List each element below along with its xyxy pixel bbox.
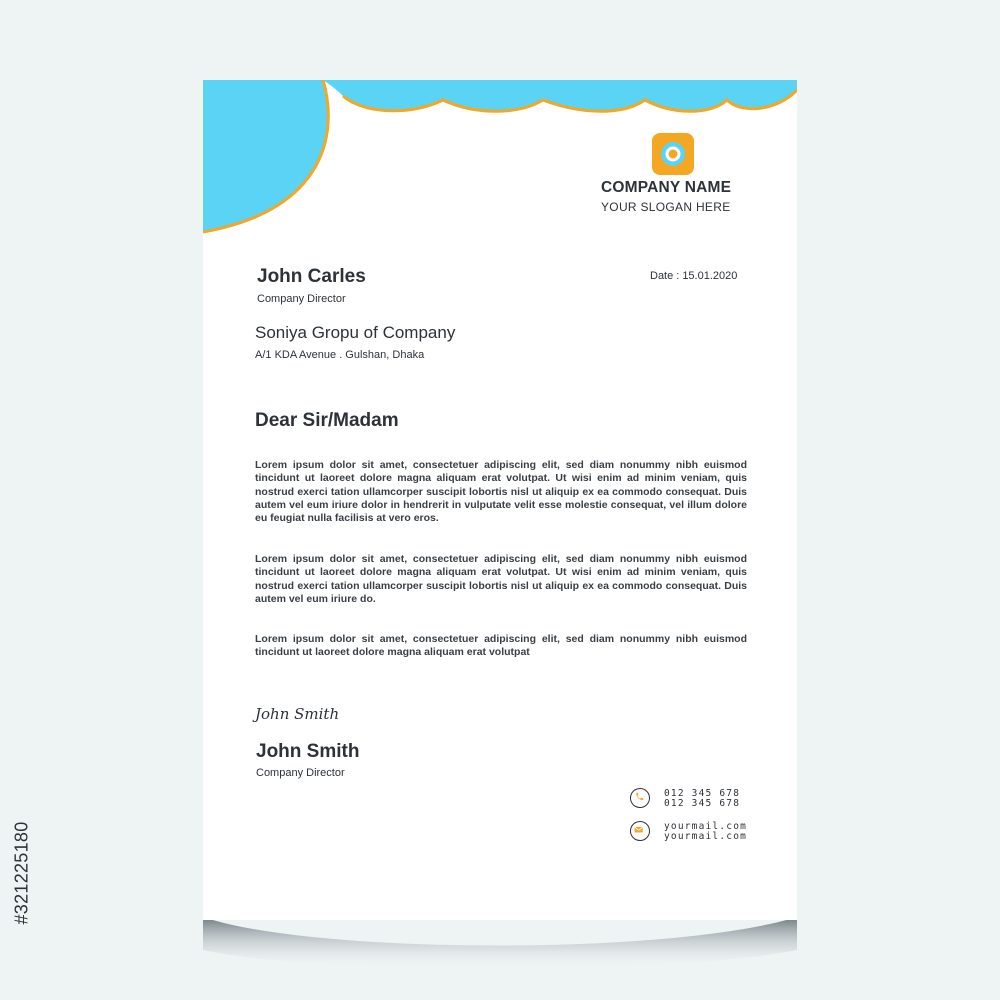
- body-paragraph-2: Lorem ipsum dolor sit amet, consectetuer adipiscing elit, sed diam nonummy nibh euismod tincidunt ut laoreet dolore magna aliquam erat volutpat. Ut wisi enim ad minim veniam, quis nostrud exerci tation ullamcorper suscipit lobortis nisl ut aliquip ex ea commodo consequat. Duis autem vel eum iriure do.: [255, 553, 747, 605]
- recipient-address: A/1 KDA Avenue . Gulshan, Dhaka: [255, 349, 425, 361]
- letterhead-sheet: [203, 80, 797, 920]
- mail-icon: [630, 821, 650, 841]
- date-separator: :: [676, 270, 680, 282]
- recipient-organization: Soniya Gropu of Company: [255, 323, 456, 342]
- phone-number-1: 012 345 678: [664, 788, 741, 799]
- stock-id-text: #321225180: [11, 821, 32, 925]
- phone-icon: [630, 788, 650, 808]
- email-2: yourmail.com: [664, 831, 748, 842]
- salutation: Dear Sir/Madam: [255, 410, 399, 431]
- recipient-title: Company Director: [257, 293, 346, 305]
- square-ring-logo-icon: [651, 132, 695, 176]
- body-paragraph-1: Lorem ipsum dolor sit amet, consectetuer adipiscing elit, sed diam nonummy nibh euismod tincidunt ut laoreet dolore magna aliquam erat volutpat. Ut wisi enim ad minim veniam, quis nostrud exerci tation ullamcorper suscipit lobortis nisl ut aliquip ex ea commodo consequat. Duis autem vel eum iriure dolor in hendrerit in vulputate velit esse molestie consequat, vel illum dolore eu feugiat nulla facilisis at vero eros.: [255, 459, 747, 525]
- signer-title: Company Director: [256, 767, 345, 779]
- date-value: 15.01.2020: [682, 270, 738, 282]
- recipient-name: John Carles: [257, 266, 366, 287]
- phone-number-2: 012 345 678: [664, 798, 741, 809]
- date-label: Date: [650, 270, 674, 282]
- signer-name: John Smith: [256, 741, 360, 762]
- email-1: yourmail.com: [664, 821, 748, 832]
- company-slogan: YOUR SLOGAN HERE: [601, 200, 731, 214]
- body-paragraph-3: Lorem ipsum dolor sit amet, consectetuer adipiscing elit, sed diam nonummy nibh euismod tincidunt ut laoreet dolore magna aliquam erat volutpat: [255, 633, 747, 659]
- stock-id-label: [8, 768, 36, 978]
- handwritten-signature: John Smith: [255, 705, 340, 723]
- corner-shape: [203, 80, 328, 232]
- letter-date: [650, 270, 737, 282]
- company-name: COMPANY NAME: [601, 179, 732, 196]
